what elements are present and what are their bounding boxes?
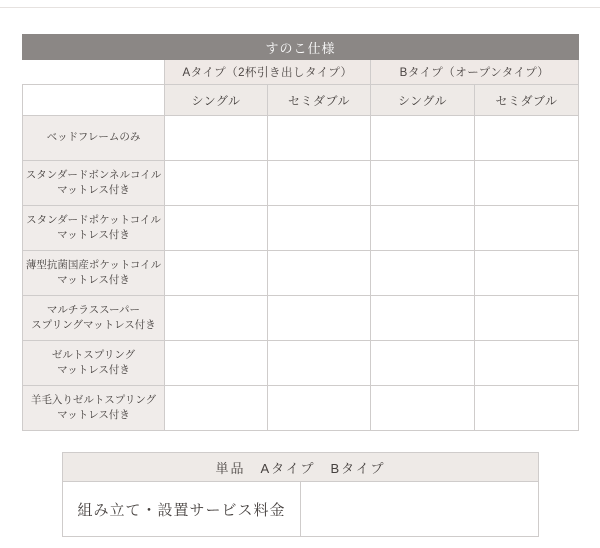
row-label-line1: 羊毛入りゼルトスプリング xyxy=(30,393,157,406)
cell-5-0 xyxy=(165,341,268,386)
cell-1-1 xyxy=(268,161,371,206)
cell-5-1 xyxy=(268,341,371,386)
spec-title-row xyxy=(23,35,579,60)
table-row xyxy=(23,251,579,296)
cell-3-0 xyxy=(165,251,268,296)
top-divider xyxy=(0,7,600,8)
size-header-b-semidouble: セミダブル xyxy=(475,85,579,116)
cell-2-1 xyxy=(268,206,371,251)
size-header-b-single: シングル xyxy=(371,85,475,116)
cell-2-0 xyxy=(165,206,268,251)
row-label-line2: スプリングマットレス付き xyxy=(31,319,156,331)
service-fee-label: 組み立て・設置サービス料金 xyxy=(63,482,301,537)
row-label-2 xyxy=(23,206,165,251)
row-label-line2: マットレス付き xyxy=(57,229,130,241)
row-label-3 xyxy=(23,251,165,296)
service-fee-value xyxy=(301,482,539,537)
cell-3-1 xyxy=(268,251,371,296)
row-label-line2: マットレス付き xyxy=(57,409,130,421)
row-label-line1: ゼルトスプリング xyxy=(51,348,136,361)
row-label-line2: マットレス付き xyxy=(57,184,130,196)
cell-2-3 xyxy=(475,206,579,251)
cell-4-1 xyxy=(268,296,371,341)
spec-table-container xyxy=(22,34,578,431)
table-row xyxy=(23,296,579,341)
cell-6-2 xyxy=(371,386,475,431)
spec-table xyxy=(22,34,579,431)
cell-0-3 xyxy=(475,116,579,161)
cell-6-3 xyxy=(475,386,579,431)
row-label-1 xyxy=(23,161,165,206)
service-table-header: 単品 Aタイプ Bタイプ xyxy=(63,453,539,482)
row-label-4 xyxy=(23,296,165,341)
table-row xyxy=(23,341,579,386)
row-label-line1: 薄型抗菌国産ポケットコイル xyxy=(25,258,162,271)
row-label-line2: マットレス付き xyxy=(57,274,130,286)
row-label-5 xyxy=(23,341,165,386)
cell-3-3 xyxy=(475,251,579,296)
spec-type-row xyxy=(23,60,579,85)
table-row xyxy=(23,386,579,431)
row-label-line1: ベッドフレームのみ xyxy=(46,131,141,144)
row-label-line1: マルチラススーパー xyxy=(46,303,141,316)
table-row xyxy=(23,206,579,251)
cell-4-0 xyxy=(165,296,268,341)
type-header-b: Bタイプ（オープンタイプ） xyxy=(371,60,579,85)
service-value-row xyxy=(63,482,539,537)
size-header-a-single: シングル xyxy=(165,85,268,116)
cell-6-1 xyxy=(268,386,371,431)
table-row xyxy=(23,161,579,206)
type-header-a: Aタイプ（2杯引き出しタイプ） xyxy=(165,60,371,85)
cell-0-2 xyxy=(371,116,475,161)
type-row-spacer xyxy=(23,60,165,85)
cell-2-2 xyxy=(371,206,475,251)
spec-title: すのこ仕様 xyxy=(23,35,579,60)
cell-6-0 xyxy=(165,386,268,431)
cell-0-1 xyxy=(268,116,371,161)
service-header-row xyxy=(63,453,539,482)
cell-4-3 xyxy=(475,296,579,341)
row-label-6 xyxy=(23,386,165,431)
cell-1-2 xyxy=(371,161,475,206)
cell-4-2 xyxy=(371,296,475,341)
size-header-a-semidouble: セミダブル xyxy=(268,85,371,116)
cell-1-3 xyxy=(475,161,579,206)
service-table xyxy=(62,452,539,537)
row-label-line2: マットレス付き xyxy=(57,364,130,376)
spec-size-row xyxy=(23,85,579,116)
cell-5-3 xyxy=(475,341,579,386)
service-table-container xyxy=(62,452,538,537)
table-corner-cell xyxy=(23,85,165,116)
cell-3-2 xyxy=(371,251,475,296)
row-label-0 xyxy=(23,116,165,161)
cell-0-0 xyxy=(165,116,268,161)
row-label-line1: スタンダードポケットコイル xyxy=(26,213,161,226)
row-label-line1: スタンダードボンネルコイル xyxy=(25,168,162,181)
cell-1-0 xyxy=(165,161,268,206)
cell-5-2 xyxy=(371,341,475,386)
table-row xyxy=(23,116,579,161)
